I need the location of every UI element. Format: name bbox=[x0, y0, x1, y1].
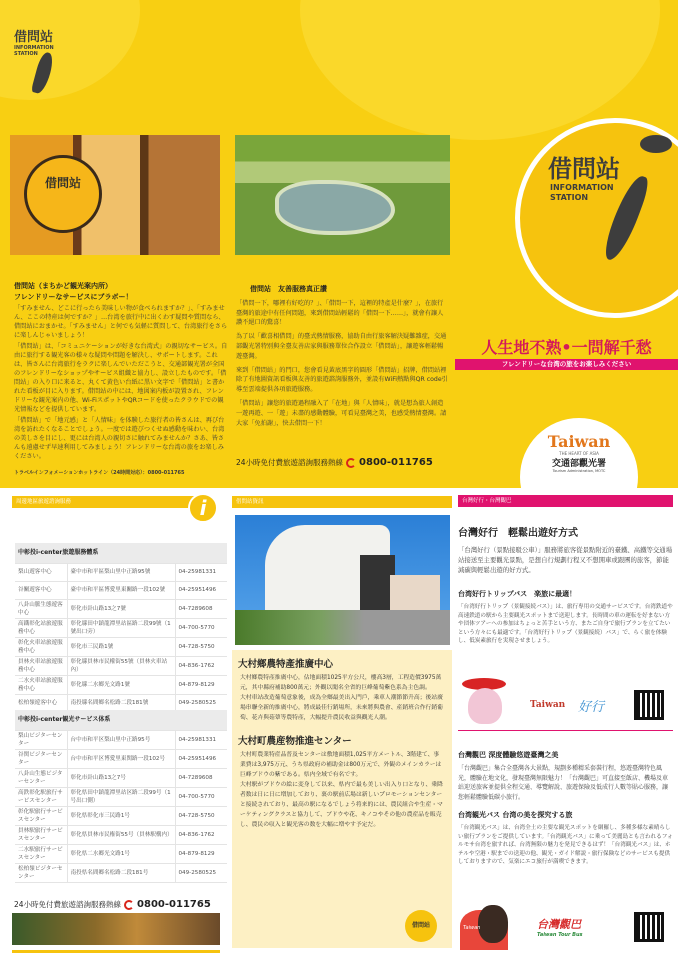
table-row bbox=[15, 581, 227, 599]
taiwan-tagline: THE HEART OF ASIA bbox=[559, 451, 599, 456]
taiwan-tour-bus-logo bbox=[537, 916, 583, 938]
section-header: 借問站資訊 bbox=[232, 496, 452, 508]
cell-address: 彰化県彰化市三民路1号 bbox=[67, 806, 175, 825]
cell-phone: 04-879-8129 bbox=[175, 844, 227, 863]
table-row bbox=[15, 768, 227, 787]
table-row bbox=[15, 599, 227, 618]
cell-name: 高鉄彰化駅旅行サービスセンター bbox=[15, 787, 67, 806]
cell-address: 彰化県二水郷光文路1号 bbox=[67, 844, 175, 863]
cell-address: 南投県名間郷名松路二段181号 bbox=[67, 863, 175, 882]
hotline bbox=[236, 457, 433, 468]
logo-text: 借問站 bbox=[548, 155, 620, 183]
cell-phone: 04-700-5770 bbox=[175, 618, 227, 637]
cell-phone: 04-728-5750 bbox=[175, 637, 227, 656]
cell-phone: 04-25951496 bbox=[175, 581, 227, 599]
hotline bbox=[14, 899, 211, 910]
paragraph: 「台灣好行（景點接駁公車）」服務將旅客從景點附近的臺鐵、高鐵等交通場站接送至主要觀光景點，是想自行規劃行程又不想開車或跟團的旅客，節能減碳與輕鬆出遊的好方式。 bbox=[458, 546, 673, 574]
cell-name: 員林火車站旅遊服務中心 bbox=[15, 656, 67, 675]
hotline-number[interactable]: 0800-011765 bbox=[359, 457, 433, 468]
cell-phone: 04-25951496 bbox=[175, 749, 227, 768]
table-row bbox=[15, 844, 227, 863]
section-header: 周邊地區旅遊諮詢服務 bbox=[12, 496, 207, 508]
section-title: 台湾好行トリップバス 楽旅に最適！ bbox=[458, 590, 577, 598]
hotline-number[interactable]: 0800-011765 bbox=[137, 899, 211, 910]
cell-address: 台中市和平区博愛里東関路一段102号 bbox=[67, 749, 175, 768]
building-photo bbox=[235, 515, 450, 645]
farmland-photo bbox=[235, 135, 450, 255]
org-name-en: Tourism Administration, MOTC bbox=[552, 469, 606, 473]
cell-phone: 04-836-1762 bbox=[175, 656, 227, 675]
section-title: 台灣觀巴 深度體驗悠遊臺灣之美 bbox=[458, 751, 559, 759]
cell-address: 南投縣名間鄉名松路二段181號 bbox=[67, 694, 175, 712]
cell-phone: 04-879-8129 bbox=[175, 675, 227, 694]
section-title: 台湾観光バス 台湾の美を探究する旅 bbox=[458, 811, 573, 819]
paragraph: 「台湾観光バス」は、台湾全土の主要な観光スポットを網羅し、多種多様な素晴らしい旅行プランをご提供しています。「台湾観光バス」に乗って美麗島とも言われるフォルモサ台湾を旅すれば、台湾無限の魅力を発見できるはず！「台湾観光バス」は、ホテルや空港・駅までの送迎の他、観光・ガイド解説・旅行保険などのサービスも提供しておりますので、気楽にエコ旅行が満喫できます。 bbox=[458, 825, 673, 865]
paragraph: 「台灣觀巴」集合全臺灣各大景點，規劃多種精采套裝行程，悠遊臺灣特色風光，體驗在地文化，發現臺灣無限魅力！「台灣觀巴」可直接至飯店、機場及車站迎送旅客並提供全程交通、導覽解說、旅遊保險及低成行人數等貼心服務，讓您輕鬆體驗低碳小旅行。 bbox=[458, 765, 669, 801]
cell-address: 彰化県員林市民権街55号（員林駅構内） bbox=[67, 825, 175, 844]
haoxing-logo-text: 好行 bbox=[578, 700, 605, 715]
qr-code[interactable] bbox=[634, 690, 664, 720]
org-name: 交通部觀光署 bbox=[551, 459, 606, 469]
table-row bbox=[15, 656, 227, 675]
paragraph: 「借問站」は、「コミュニケーションが好きな台湾式」の親切なサービス。自由に旅行する観光客の様々な疑問や問題を解決し、サポートします。これは、皆さんに台湾旅行をラクに楽しんでいただこうと、交通部観光署が全国のフレンドリーなショップやサービス組織と協力し、設立したものです。「借問站」の入り口に来ると、丸くて黄色い台紙に黒い文字で「借問站」と書かれた看板が目に入ります。借問站の中には、地図案内板が設置され、フレンドリーな観光案内の他、Wi-FiスポットやQRコードを使ったクラウドでの観光情報などを提供しています。 bbox=[14, 343, 228, 413]
i-stroke-icon bbox=[31, 51, 55, 95]
logo-en-text: INFORMATION STATION bbox=[14, 45, 54, 57]
information-station-badge: 借問站 bbox=[405, 910, 437, 942]
left-intro bbox=[14, 282, 228, 468]
slogan-banner: フレンドリーな台湾の旅をお楽しみください bbox=[455, 359, 678, 370]
info-i-icon: i bbox=[188, 493, 218, 523]
paragraph: 「借問站」で「地元感」と「人情味」を体験した旅行者の皆さんは、再び台湾を訪れたくなることでしょう。一度では遊びつくせぬ感動を味わい、台湾の美しさを目にし、更には台湾人の親切さに触れてみませんか？さあ、皆さんも遠慮せず早速利用してみましょう！フレンドリーな台湾の旅をお楽しみください。 bbox=[14, 417, 225, 460]
table-row bbox=[15, 563, 227, 581]
cell-name: 彰化駅旅行サービスセンター bbox=[15, 806, 67, 825]
cell-address: 臺中市和平區梨山里中正路95號 bbox=[67, 563, 175, 581]
tourism-administration-logo bbox=[520, 418, 638, 488]
cell-name: 梨山ビジターセンター bbox=[15, 730, 67, 749]
station-door-photo bbox=[10, 135, 220, 255]
service-table-ja bbox=[15, 710, 227, 883]
hotline-text: トラベルインフォメーションホットライン（24時間対応）：0800-011765 bbox=[14, 470, 185, 476]
hotline-label: 24小時免付費旅遊諮詢服務熱線 bbox=[236, 458, 344, 467]
bear-badge-text: Taiwan bbox=[463, 925, 481, 931]
tree-avenue-photo bbox=[12, 913, 220, 945]
hotline-label: 24小時免付費旅遊諮詢服務熱線 bbox=[14, 900, 122, 909]
mid-intro bbox=[236, 285, 448, 432]
paragraph: 「台湾好行トリップ（景観接続バス）」は、旅行専用の交通サービスです。台湾鉄道や高速鉄道の駅から主要観光スポットまで送迎します。長時間の車の運転を好まない方や団体ツアーへの参加はちょっと苦手という方、またご自身で旅行プランを立てたいという方々にも最適です。「台湾好行トリップ（景観接続）バス」で、らく旅を体験し、低炭素旅行を実現させましょう。 bbox=[458, 604, 673, 644]
pond bbox=[275, 180, 395, 235]
cell-name: 谷関ビジターセンター bbox=[15, 749, 67, 768]
cell-address: 彰化市卦山路13之7號 bbox=[67, 599, 175, 618]
cell-phone: 04-7289608 bbox=[175, 599, 227, 618]
paragraph: 「借問一下，哪裡有好吃的？」、「借問一下，這裡的特產是什麼？」，在旅行臺灣的旅途中有任何問題，來到借問站輕鬆的「借問一下……」，就會有讓人讚不絕口的驚喜！ bbox=[236, 299, 444, 327]
cell-name: 彰化火車站旅遊服務中心 bbox=[15, 637, 67, 656]
table-row bbox=[15, 618, 227, 637]
paragraph: 大村駅がブドウの絵に変身して以来、県内で最も美しい出入り口となり、乗降者数は日に日に増加しており、裏の駅前広場は新しいプロモーションセンターと接続されており、最高の駅になるでしょう将来的には、農民組合や生産・マーケティングクラスと協力して、ブドウや花、キノコやその他の農産品を販売し、農民の収入と観光客の数を大幅に増やす予定だ。 bbox=[240, 782, 443, 828]
cell-phone: 04-728-5750 bbox=[175, 806, 227, 825]
phone-icon bbox=[346, 458, 356, 468]
paragraph: 大村鄉農特產推廣中心，佔地面積1025平方公尺，樓高3層，工程造價3975萬元，其中縣府補助800萬元；外觀以聞名全省的巨峰葡萄紫色系為主色調。 bbox=[240, 675, 442, 691]
table-title: 中彰投i-center旅遊服務體系 bbox=[15, 543, 227, 563]
table-row bbox=[15, 806, 227, 825]
taiwan-logo-text: Taiwan bbox=[530, 700, 566, 710]
table-title: 中彰投i-center観光サービス体系 bbox=[15, 710, 227, 730]
mascot-icon bbox=[468, 688, 502, 724]
cell-phone: 04-25981331 bbox=[175, 730, 227, 749]
promotion-center-box bbox=[232, 650, 452, 948]
cell-phone: 04-836-1762 bbox=[175, 825, 227, 844]
cell-phone: 04-700-5770 bbox=[175, 787, 227, 806]
table-row bbox=[15, 749, 227, 768]
intro-title: 借問站（まちかど観光案内所） bbox=[14, 282, 112, 290]
section-title: 大村鄉農特產推廣中心 bbox=[238, 659, 334, 670]
information-station-big-logo bbox=[515, 118, 678, 318]
cell-name: 梨山遊客中心 bbox=[15, 563, 67, 581]
cell-name: 谷關遊客中心 bbox=[15, 581, 67, 599]
paragraph: 「借問站」讓您的旅遊過程融入了「在地」與「人情味」，就是想為旅人創造一遊再遊、一「遊」未盡的感動體驗，可看見臺灣之美，也感受熱情臺灣。請大家「免拍謝」，快去借問一下！ bbox=[236, 399, 447, 427]
section-header: 台灣好行・台灣觀巴 bbox=[458, 495, 673, 507]
bear-mascot-icon bbox=[478, 905, 508, 943]
qr-code[interactable] bbox=[634, 912, 664, 942]
cell-name: 員林駅旅行サービスセンター bbox=[15, 825, 67, 844]
cell-name: 八卦山脈生態遊客中心 bbox=[15, 599, 67, 618]
cell-phone: 049-2580525 bbox=[175, 694, 227, 712]
table-row bbox=[15, 825, 227, 844]
table-row bbox=[15, 637, 227, 656]
station-sign: 借問站 bbox=[24, 155, 102, 233]
section-title: 大村町農産物推進センター bbox=[238, 736, 352, 747]
slogan: 人生地不熟•一問解千愁 bbox=[481, 338, 652, 357]
cell-phone: 04-25981331 bbox=[175, 563, 227, 581]
cell-address: 彰化縣二水鄉光文路1號 bbox=[67, 675, 175, 694]
information-station-logo bbox=[14, 26, 74, 126]
logo-en-text: INFORMATION STATION bbox=[550, 183, 614, 202]
cell-address: 台中市和平区梨山里中正路95号 bbox=[67, 730, 175, 749]
taiwan-logo-text: Taiwan bbox=[547, 432, 611, 451]
cell-address: 彰化市三民路1號 bbox=[67, 637, 175, 656]
i-dot-icon bbox=[640, 135, 672, 153]
divider bbox=[12, 950, 220, 953]
taiwan-tripbus-section bbox=[458, 524, 673, 646]
bus-logo-en: Taiwan Tour Bus bbox=[537, 932, 583, 938]
service-table-zh bbox=[15, 543, 227, 713]
cell-phone: 049-2580525 bbox=[175, 863, 227, 882]
table-row bbox=[15, 730, 227, 749]
cell-name: 高鐵彰化站旅遊服務中心 bbox=[15, 618, 67, 637]
paragraph: 大村町農業特産品普及センターは敷地面積1,025平方メートル、3階建て、事業費は3,975万元、うち県政府の補助金は800万元で、外観のメインカラーは巨峰ブドウの紫である。県内全域で有名です。 bbox=[240, 752, 442, 778]
cell-name: 松柏嶺遊客中心 bbox=[15, 694, 67, 712]
paragraph: 為了以「歡喜相借問」的臺式熱情服務，協助自由行旅客解決疑難雜症，交通部觀光署特別與全臺友善店家與服務單位合作設立「借問站」，讓遊客輕鬆暢遊臺灣。 bbox=[236, 333, 447, 360]
table-row bbox=[15, 787, 227, 806]
cell-name: 八卦山生態ビジターセンター bbox=[15, 768, 67, 787]
section-title: 台灣好行 輕鬆出遊好方式 bbox=[458, 528, 578, 539]
intro-title: 借問站 友善服務真正讚 bbox=[250, 285, 327, 293]
cell-name: 二水駅旅行サービスセンター bbox=[15, 844, 67, 863]
intro-subtitle: フレンドリーなサービスにブラボー！ bbox=[14, 293, 133, 301]
paragraph: 大村車站改造葡萄意象後，成為全鄉最美出入門戶，乘車人潮節節升高；後站廣場串聯全新的推廣中心，將成最佳行銷場所，未來將與農會、產銷班合作行銷葡萄、花卉與菇蕈等農特產，大幅提升農民收益與觀光人潮。 bbox=[240, 695, 443, 721]
logo-text: 借問站 bbox=[14, 30, 54, 45]
cell-address: 臺中市和平區博愛里東關路一段102號 bbox=[67, 581, 175, 599]
phone-icon bbox=[124, 900, 134, 910]
bus-logo-zh: 台灣觀巴 bbox=[537, 918, 581, 931]
cell-name: 二水火車站旅遊服務中心 bbox=[15, 675, 67, 694]
paragraph: 「すみません、どこに行ったら美味しい物が食べられますか？」、「すみません、ここの特産は何ですか？」…台湾を旅行中に出くわす疑問や質問なら、借問站におまかせ。「すみません」と何でも気軽に質問して、台湾旅行をさらに楽しんじゃいましょう！ bbox=[14, 305, 228, 339]
paragraph: 來到「借問站」的門口，您會看見黃底黑字的圓形「借問站」招牌，借問站裡除了有地圖資訊看板與友善的旅遊諮詢服務外，並設有WiFi熱點與QR code引導至雲端提供各項旅遊服務。 bbox=[236, 366, 448, 394]
cell-address: 彰化県田中鎮龍潭里站区路二段99号（1号出口側） bbox=[67, 787, 175, 806]
table-row bbox=[15, 675, 227, 694]
table-row bbox=[15, 863, 227, 882]
cell-address: 彰化縣員林市民權街55號（員林火車站內） bbox=[67, 656, 175, 675]
cell-address: 彰化市卦山路13之7号 bbox=[67, 768, 175, 787]
taiwan-tourbus-section bbox=[458, 750, 673, 867]
cell-name: 松柏嶺ビジターセンター bbox=[15, 863, 67, 882]
cell-phone: 04-7289608 bbox=[175, 768, 227, 787]
divider bbox=[458, 730, 673, 731]
cell-address: 彰化縣田中鎮龍潭里站區路二段99號（1號出口旁） bbox=[67, 618, 175, 637]
